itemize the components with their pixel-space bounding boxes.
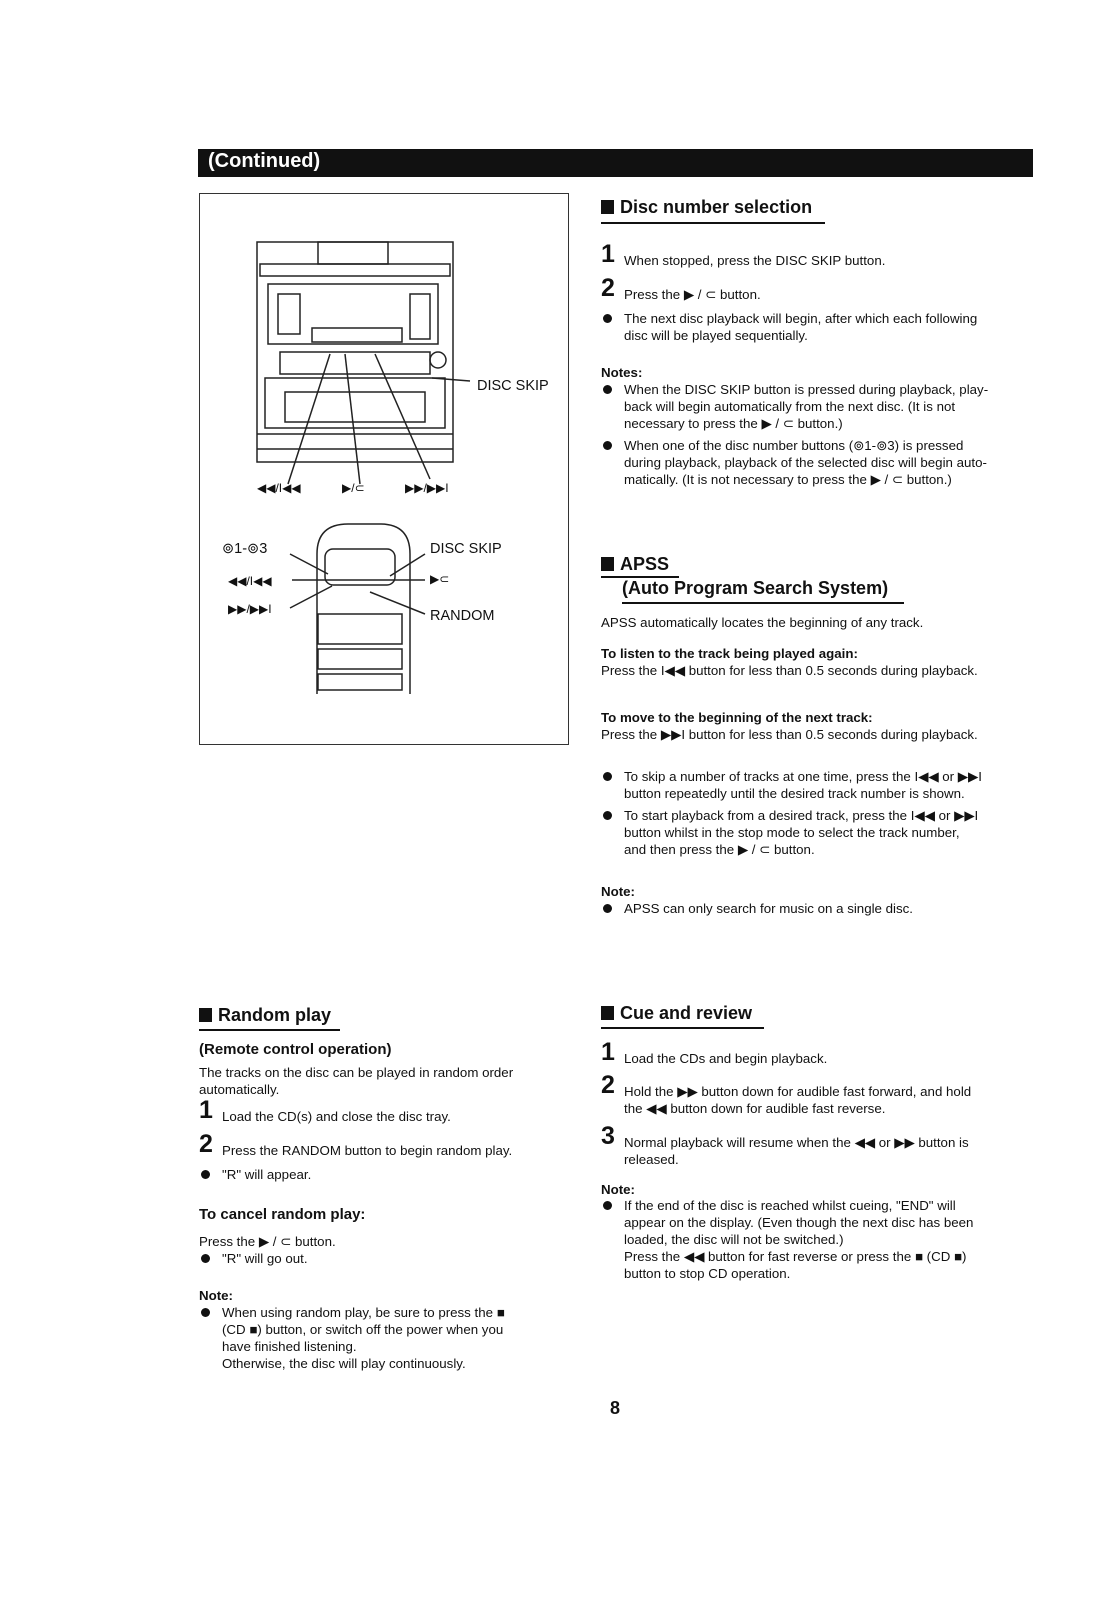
- cue-heading: Cue and review: [601, 1003, 752, 1024]
- random-bullet: "R" will appear.: [199, 1166, 579, 1183]
- heading-square-icon: [601, 557, 614, 571]
- heading-rule: [601, 1027, 764, 1029]
- figure-box: [199, 193, 569, 745]
- apss-next-text: Press the ▶▶I button for less than 0.5 seconds during playback.: [601, 727, 978, 742]
- page-number: 8: [610, 1398, 621, 1418]
- heading-square-icon: [601, 1006, 614, 1020]
- heading-rule: [199, 1029, 340, 1031]
- label-rew-prev-top: ◀◀/I◀◀: [257, 481, 301, 495]
- random-sub: (Remote control operation): [199, 1041, 392, 1058]
- random-cancel-text: Press the ▶ / ⊂ button.: [199, 1234, 336, 1249]
- disc-note-1: When the DISC SKIP button is pressed during playback, play- back will begin automatically from the next disc. (It is not necessary to press the ▶ / ⊂ button.): [601, 381, 1041, 432]
- random-note-title: Note:: [199, 1288, 233, 1303]
- label-play-top: ▶/⊂: [342, 481, 365, 495]
- apss-note-title: Note:: [601, 884, 635, 899]
- apss-bullet-2: To start playback from a desired track, press the I◀◀ or ▶▶I button whilst in the stop mode to select the track number, and then press the ▶ / ⊂ button.: [601, 807, 1041, 858]
- random-heading: Random play: [199, 1005, 331, 1026]
- label-play-remote: ▶⊂: [430, 572, 450, 586]
- apss-heading: APSS: [601, 554, 669, 575]
- disc-note-2: When one of the disc number buttons (⊚1-⊚3) is pressed during playback, playback of the selected disc will begin auto- matically. (It is not necessary to press the ▶ / ⊂ button.): [601, 437, 1041, 488]
- heading-rule: [622, 602, 904, 604]
- apss-bullet-1: To skip a number of tracks at one time, press the I◀◀ or ▶▶I button repeatedly until the desired track number is shown.: [601, 768, 1041, 802]
- label-disc-skip-remote: DISC SKIP: [430, 541, 502, 557]
- disc-notes-title: Notes:: [601, 365, 643, 380]
- label-disc-buttons: ⊚1-⊚3: [222, 541, 268, 557]
- heading-square-icon: [199, 1008, 212, 1022]
- random-cancel-title: To cancel random play:: [199, 1206, 366, 1223]
- banner-title: (Continued): [208, 150, 321, 172]
- cue-step-2: 2 Hold the ▶▶ button down for audible fast forward, and hold the ◀◀ button down for audible fast reverse.: [601, 1071, 972, 1116]
- heading-square-icon: [601, 200, 614, 214]
- label-rew-prev-remote: ◀◀/I◀◀: [228, 574, 272, 588]
- cue-step-3: 3 Normal playback will resume when the ◀◀ or ▶▶ button is released.: [601, 1122, 969, 1167]
- random-note: When using random play, be sure to press the ■ (CD ■) button, or switch off the power when you have finished listening. Otherwise, the disc will play continuously.: [199, 1304, 579, 1372]
- stereo-unit-illustration: [200, 194, 568, 744]
- label-ff-next-top: ▶▶/▶▶I: [405, 481, 449, 495]
- apss-next-title: To move to the beginning of the next track:: [601, 710, 873, 725]
- heading-rule: [601, 222, 825, 224]
- apss-intro: APSS automatically locates the beginning of any track.: [601, 615, 924, 630]
- random-intro: The tracks on the disc can be played in random order automatically.: [199, 1065, 514, 1097]
- random-cancel-bullet: "R" will go out.: [199, 1250, 579, 1267]
- cue-note-title: Note:: [601, 1182, 635, 1197]
- label-random-remote: RANDOM: [430, 608, 495, 624]
- continued-banner: [198, 149, 1033, 177]
- label-disc-skip-top: DISC SKIP: [477, 378, 549, 394]
- disc-bullet: The next disc playback will begin, after which each following disc will be played sequentially.: [601, 310, 1041, 344]
- disc-selection-heading: Disc number selection: [601, 197, 812, 218]
- apss-listen-text: Press the I◀◀ button for less than 0.5 seconds during playback.: [601, 663, 978, 678]
- cue-note: If the end of the disc is reached whilst cueing, "END" will appear on the display. (Even though the next disc has been loaded, the disc will not be switched.) Press the ◀◀ button for fast reverse or press the ■ (CD ■) button to stop CD operation.: [601, 1197, 1041, 1282]
- apss-note: APSS can only search for music on a single disc.: [601, 900, 1041, 917]
- apss-subheading: (Auto Program Search System): [622, 578, 889, 598]
- apss-listen-title: To listen to the track being played again:: [601, 646, 858, 661]
- label-ff-next-remote: ▶▶/▶▶I: [228, 602, 272, 616]
